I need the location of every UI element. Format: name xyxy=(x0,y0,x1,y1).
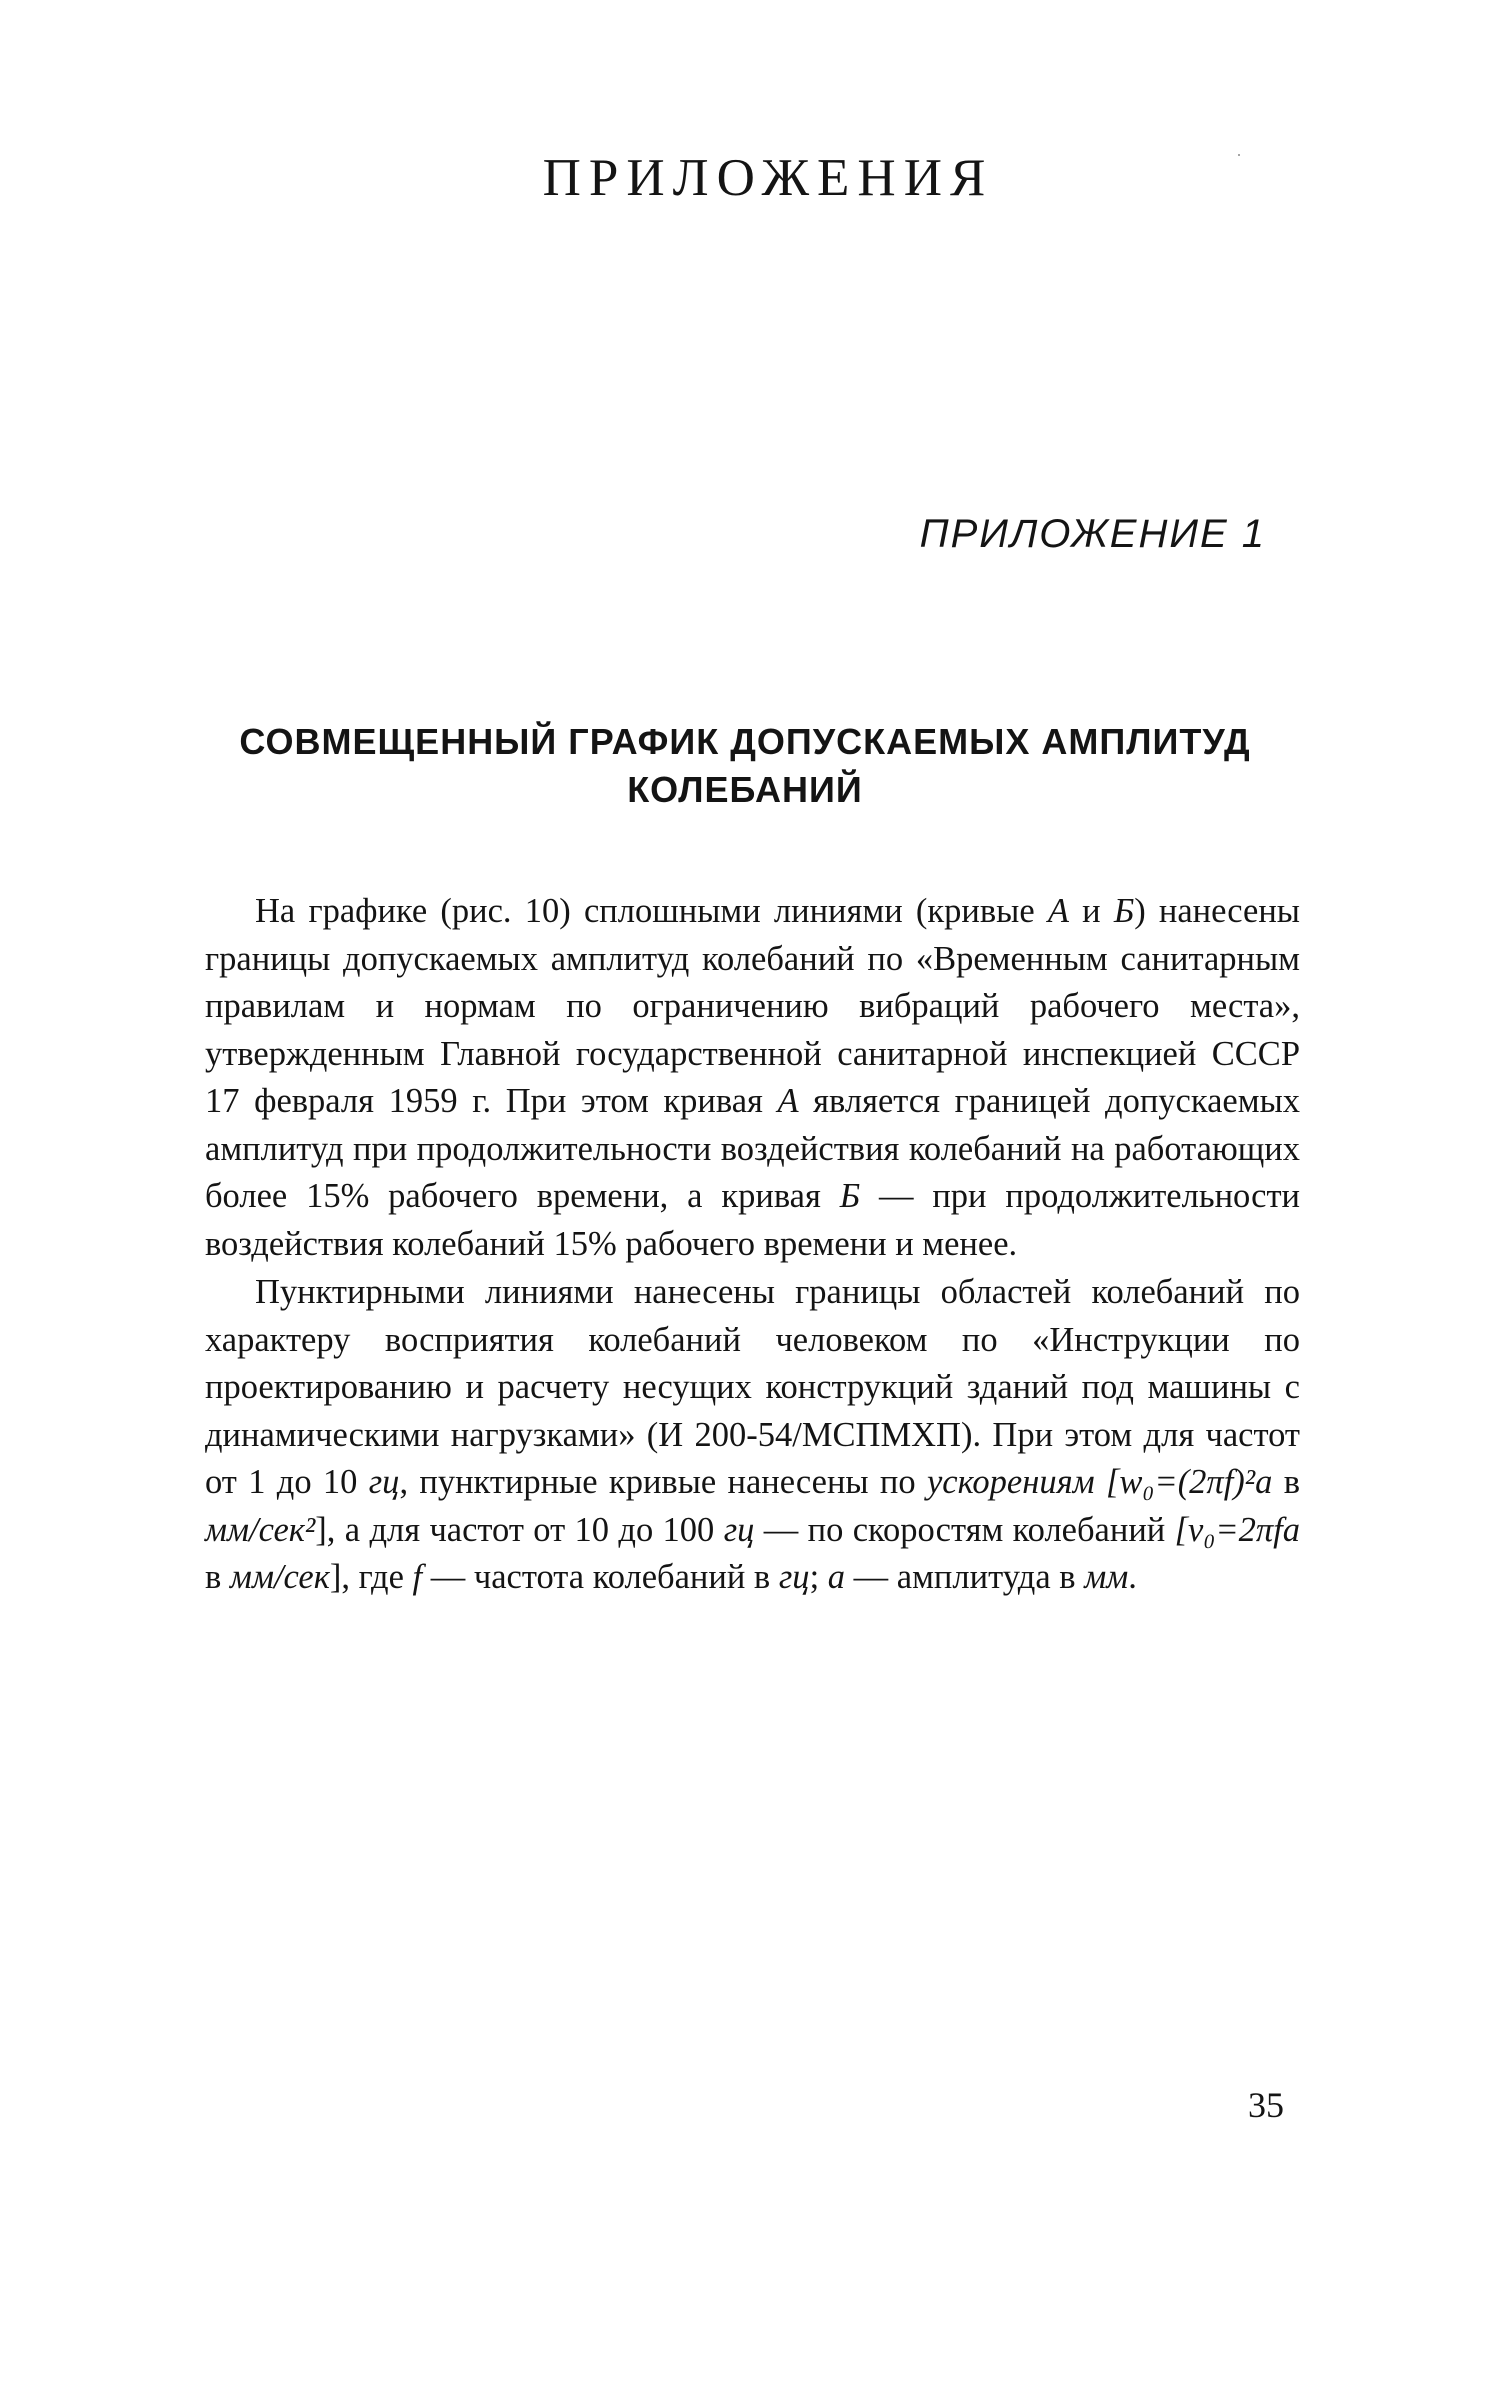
curve-b-label: Б xyxy=(1113,892,1135,930)
unit-mm: мм xyxy=(1084,1558,1129,1596)
title-line-2: КОЛЕБАНИЙ xyxy=(627,769,863,810)
paragraph-1 xyxy=(205,888,1300,1268)
p1-text-b: и xyxy=(1068,892,1114,930)
p2-text-g: ], где xyxy=(329,1558,413,1596)
p2-text-c: в xyxy=(1272,1463,1301,1501)
document-title xyxy=(180,718,1310,814)
p2-text-i: ; xyxy=(809,1558,828,1596)
p2-text-e: — по скоростям колебаний xyxy=(754,1510,1175,1549)
curve-a-label-2: А xyxy=(777,1082,799,1120)
p2-text-h: — частота колебаний в xyxy=(422,1558,779,1596)
p2-text-k: . xyxy=(1128,1558,1137,1596)
p1-text-c: ) нанесены границы допускаемых амплитуд колебаний по «Временным санитарным правилам и нормам по ограничению вибраций рабочего места», утвержденным Главной государственной санитарной инспекцией СССР 17 февраля 1959 г. При этом кривая xyxy=(205,892,1300,1120)
symbol-f: f xyxy=(412,1558,423,1596)
accel-word: ускорениям xyxy=(926,1463,1095,1501)
symbol-a: a xyxy=(827,1558,846,1596)
unit-velocity: мм/сек xyxy=(229,1558,330,1596)
curve-a-label: А xyxy=(1047,892,1069,930)
unit-hz-2: гц xyxy=(723,1510,755,1549)
title-line-1: СОВМЕЩЕННЫЙ ГРАФИК ДОПУСКАЕМЫХ АМПЛИТУД xyxy=(239,721,1251,762)
formula-acceleration: [w₀=(2πf)²a xyxy=(1105,1463,1273,1501)
p2-text-j: — амплитуда в xyxy=(845,1558,1085,1596)
unit-hz-3: гц xyxy=(778,1558,810,1596)
formula-velocity: [v₀=2πfa xyxy=(1174,1510,1300,1549)
p2-text-b: , пунктирные кривые нанесены по xyxy=(399,1463,927,1501)
p1-text-e: — при продолжительности воздействия колебаний 15% рабочего времени и менее. xyxy=(205,1177,1300,1263)
unit-hz-1: гц xyxy=(368,1463,400,1501)
p1-text-a: На графике (рис. 10) сплошными линиями (кривые xyxy=(255,892,1048,930)
unit-acceleration: мм/сек² xyxy=(205,1510,316,1549)
paragraph-2 xyxy=(205,1269,1300,1602)
section-heading: ПРИЛОЖЕНИЯ xyxy=(542,149,994,207)
p2-text-d: ], а для частот от 10 до 100 xyxy=(315,1510,724,1549)
p2-text-a: Пунктирными линиями нанесены границы областей колебаний по характеру восприятия колебаний человеком по «Инструкции по проектированию и расчету несущих конструкций зданий под машины с динамическими нагрузками» (И 200-54/МСПМХП). При этом для частот от 1 до 10 xyxy=(205,1273,1300,1501)
p2-text-f: в xyxy=(205,1558,230,1596)
curve-b-label-2: Б xyxy=(839,1177,861,1215)
page-number: 35 xyxy=(1248,2085,1284,2125)
appendix-label: ПРИЛОЖЕНИЕ 1 xyxy=(919,512,1266,556)
body-text xyxy=(205,888,1300,1602)
p1-text-d: является границей допускаемых амплитуд при продолжительности воздействия колебаний на работающих более 15% рабочего времени, а кривая xyxy=(205,1082,1301,1215)
